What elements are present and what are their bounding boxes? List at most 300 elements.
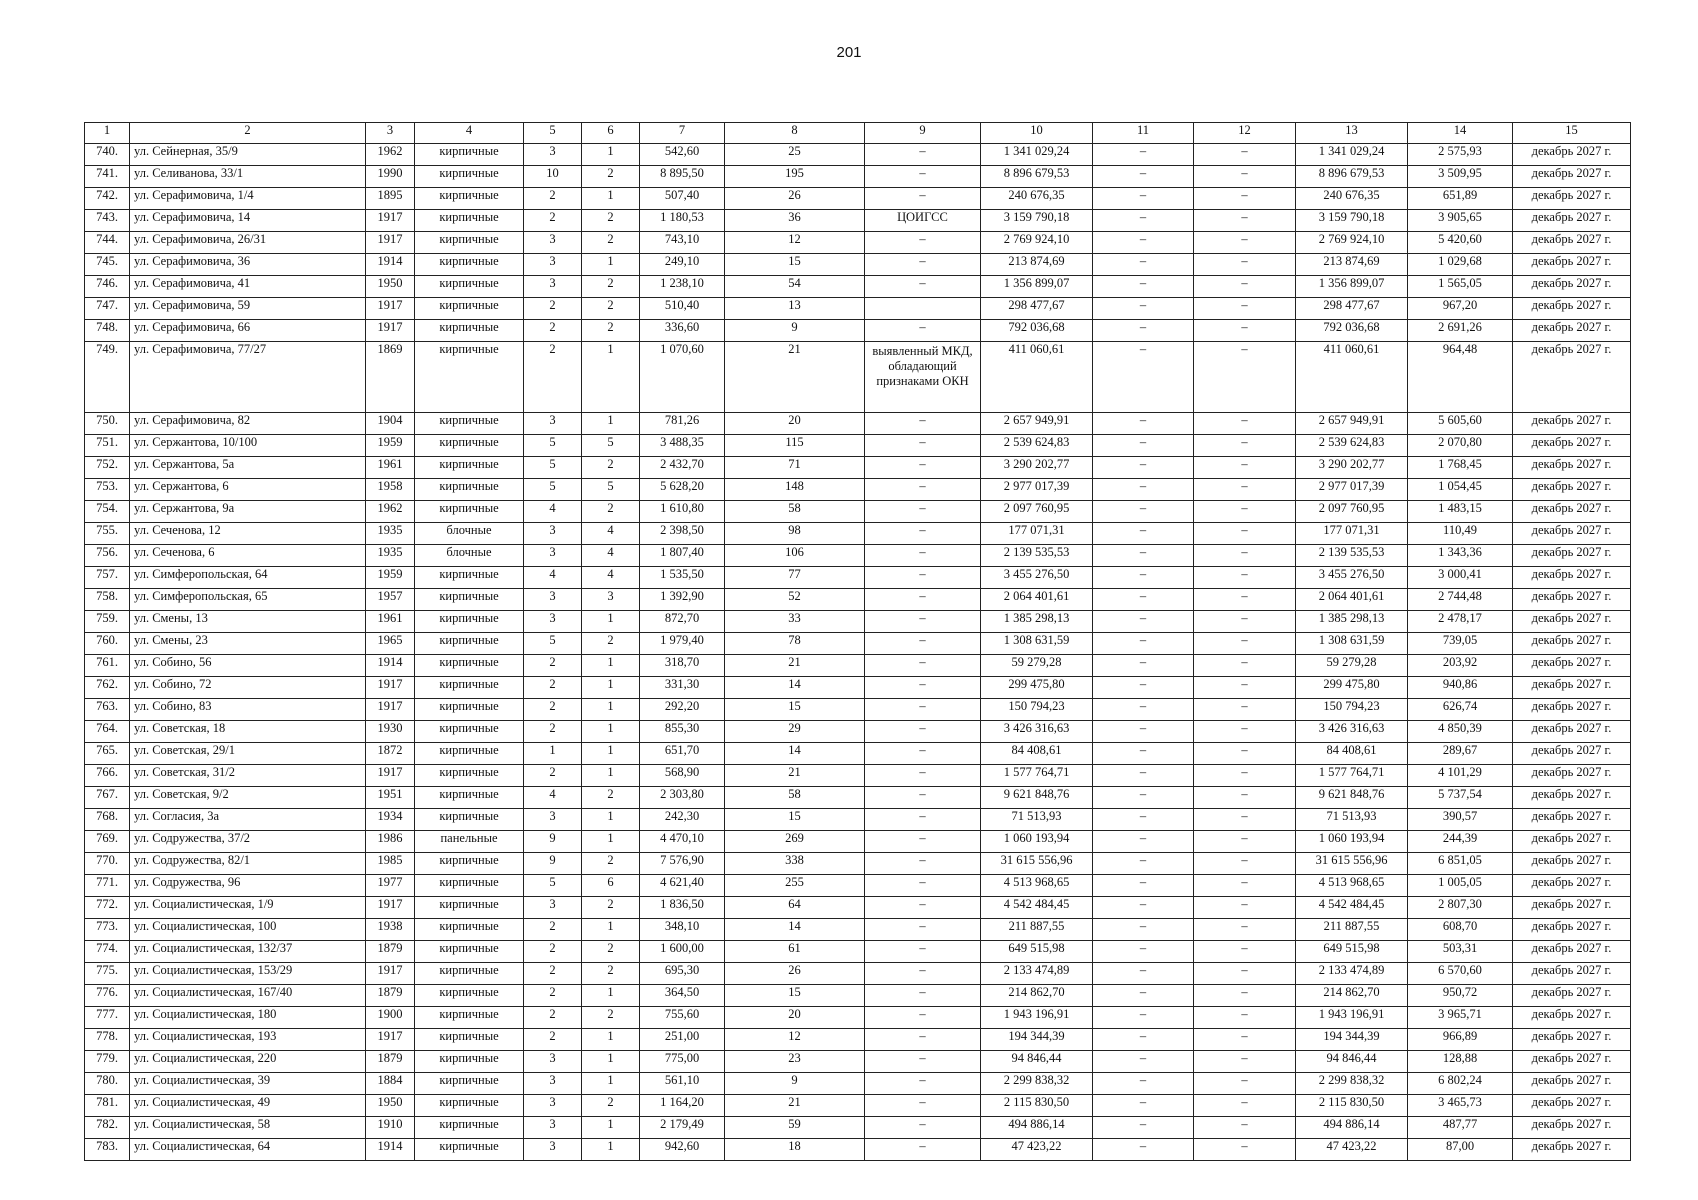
table-cell: 2 179,49 — [640, 1117, 725, 1139]
table-cell: 2 — [524, 941, 582, 963]
column-number-header: 8 — [725, 123, 865, 144]
table-cell: – — [1093, 853, 1194, 875]
table-cell: 33 — [725, 611, 865, 633]
table-cell: 203,92 — [1408, 655, 1513, 677]
table-row — [85, 633, 1631, 655]
table-cell: 3 — [524, 897, 582, 919]
table-cell: 177 071,31 — [981, 523, 1093, 545]
table-cell: 292,20 — [640, 699, 725, 721]
table-cell: 744. — [85, 232, 130, 254]
table-cell: 2 — [582, 457, 640, 479]
table-cell: 1 — [582, 809, 640, 831]
table-cell: 2 — [524, 298, 582, 320]
table-cell: 2 299 838,32 — [1296, 1073, 1408, 1095]
table-cell: 78 — [725, 633, 865, 655]
table-cell: – — [1194, 298, 1296, 320]
table-cell: 20 — [725, 413, 865, 435]
table-cell: 1 836,50 — [640, 897, 725, 919]
table-cell: 2 — [582, 276, 640, 298]
table-row — [85, 1073, 1631, 1095]
table-cell: 2 — [582, 633, 640, 655]
table-row — [85, 589, 1631, 611]
table-cell: 3 — [524, 1117, 582, 1139]
table-cell: ул. Содружества, 96 — [130, 875, 366, 897]
table-cell: ул. Советская, 29/1 — [130, 743, 366, 765]
table-cell: декабрь 2027 г. — [1513, 589, 1631, 611]
table-cell: 1872 — [366, 743, 415, 765]
table-cell: – — [865, 501, 981, 523]
table-cell: кирпичные — [415, 1007, 524, 1029]
table-cell: – — [1093, 1073, 1194, 1095]
table-cell: – — [1093, 875, 1194, 897]
table-cell: 13 — [725, 298, 865, 320]
table-cell: 757. — [85, 567, 130, 589]
table-cell: 1 005,05 — [1408, 875, 1513, 897]
table-cell: 781. — [85, 1095, 130, 1117]
table-cell: – — [865, 721, 981, 743]
table-cell: 2 — [524, 1007, 582, 1029]
table-cell: 2 657 949,91 — [981, 413, 1093, 435]
table-cell: ул. Собино, 72 — [130, 677, 366, 699]
table-cell: 2 097 760,95 — [1296, 501, 1408, 523]
table-cell: 211 887,55 — [1296, 919, 1408, 941]
table-cell: 94 846,44 — [1296, 1051, 1408, 1073]
table-cell: декабрь 2027 г. — [1513, 545, 1631, 567]
table-cell: 5 420,60 — [1408, 232, 1513, 254]
table-cell: 1 180,53 — [640, 210, 725, 232]
table-cell: 2 769 924,10 — [981, 232, 1093, 254]
table-cell: 5 — [582, 435, 640, 457]
table-cell: 4 — [524, 501, 582, 523]
table-cell: 770. — [85, 853, 130, 875]
table-cell: 20 — [725, 1007, 865, 1029]
table-cell: 760. — [85, 633, 130, 655]
table-cell: 494 886,14 — [1296, 1117, 1408, 1139]
table-cell: 765. — [85, 743, 130, 765]
table-cell: 745. — [85, 254, 130, 276]
table-cell: 2 064 401,61 — [1296, 589, 1408, 611]
table-cell: 336,60 — [640, 320, 725, 342]
table-cell: – — [865, 320, 981, 342]
table-cell: 6 — [582, 875, 640, 897]
table-cell: 2 657 949,91 — [1296, 413, 1408, 435]
table-cell: 2 744,48 — [1408, 589, 1513, 611]
table-cell: 150 794,23 — [981, 699, 1093, 721]
table-cell: 542,60 — [640, 144, 725, 166]
table-cell: 2 — [524, 677, 582, 699]
table-cell: 2 575,93 — [1408, 144, 1513, 166]
table-cell: 58 — [725, 787, 865, 809]
table-row — [85, 1117, 1631, 1139]
table-cell: 2 — [582, 232, 640, 254]
table-cell: – — [1194, 1117, 1296, 1139]
table-cell: 1914 — [366, 1139, 415, 1161]
table-cell: – — [1194, 501, 1296, 523]
table-cell: декабрь 2027 г. — [1513, 320, 1631, 342]
table-cell: 510,40 — [640, 298, 725, 320]
table-cell: 8 896 679,53 — [981, 166, 1093, 188]
table-cell: – — [1093, 210, 1194, 232]
table-cell: 58 — [725, 501, 865, 523]
table-cell: 240 676,35 — [1296, 188, 1408, 210]
table-cell: – — [1194, 457, 1296, 479]
table-cell: 1 565,05 — [1408, 276, 1513, 298]
column-number-header: 12 — [1194, 123, 1296, 144]
table-row — [85, 342, 1631, 413]
column-number-header: 15 — [1513, 123, 1631, 144]
table-cell: 1917 — [366, 699, 415, 721]
table-cell: декабрь 2027 г. — [1513, 1051, 1631, 1073]
table-cell: 771. — [85, 875, 130, 897]
table-cell: 3 — [524, 144, 582, 166]
table-cell: 767. — [85, 787, 130, 809]
table-cell: – — [865, 677, 981, 699]
table-cell: 761. — [85, 655, 130, 677]
table-cell: – — [1093, 1007, 1194, 1029]
table-cell: 1 483,15 — [1408, 501, 1513, 523]
table-cell: 1 807,40 — [640, 545, 725, 567]
table-row — [85, 479, 1631, 501]
table-cell: 4 470,10 — [640, 831, 725, 853]
table-row — [85, 875, 1631, 897]
table-cell: – — [1093, 611, 1194, 633]
table-cell: ул. Социалистическая, 58 — [130, 1117, 366, 1139]
table-cell: декабрь 2027 г. — [1513, 1117, 1631, 1139]
table-cell: 52 — [725, 589, 865, 611]
table-cell: 3 — [524, 254, 582, 276]
table-cell: ул. Смены, 23 — [130, 633, 366, 655]
table-cell: кирпичные — [415, 941, 524, 963]
table-cell: кирпичные — [415, 276, 524, 298]
table-cell: 15 — [725, 254, 865, 276]
table-cell: 269 — [725, 831, 865, 853]
table-cell: 1 943 196,91 — [981, 1007, 1093, 1029]
table-cell: 2 — [524, 963, 582, 985]
table-cell: 950,72 — [1408, 985, 1513, 1007]
table-row — [85, 655, 1631, 677]
table-cell: 8 895,50 — [640, 166, 725, 188]
table-cell: 331,30 — [640, 677, 725, 699]
table-cell: декабрь 2027 г. — [1513, 276, 1631, 298]
table-cell: 2 — [582, 787, 640, 809]
table-cell: – — [1194, 1095, 1296, 1117]
table-cell: 487,77 — [1408, 1117, 1513, 1139]
table-cell: 338 — [725, 853, 865, 875]
table-cell: – — [1093, 897, 1194, 919]
table-cell: 5 — [582, 479, 640, 501]
table-cell: 2 — [582, 853, 640, 875]
table-cell: – — [1093, 1095, 1194, 1117]
table-row — [85, 809, 1631, 831]
table-cell: – — [1194, 320, 1296, 342]
table-cell: 3 426 316,63 — [1296, 721, 1408, 743]
table-cell: декабрь 2027 г. — [1513, 985, 1631, 1007]
table-cell: 15 — [725, 985, 865, 1007]
table-cell: – — [1194, 276, 1296, 298]
table-cell: – — [1093, 589, 1194, 611]
table-cell: 2 — [524, 342, 582, 413]
column-number-header: 7 — [640, 123, 725, 144]
table-row — [85, 963, 1631, 985]
table-cell: – — [1093, 721, 1194, 743]
table-cell: кирпичные — [415, 413, 524, 435]
table-cell: 1910 — [366, 1117, 415, 1139]
table-cell: 742. — [85, 188, 130, 210]
table-cell: 2 — [582, 1007, 640, 1029]
table-cell: 5 — [524, 875, 582, 897]
table-cell: декабрь 2027 г. — [1513, 1073, 1631, 1095]
table-cell: 59 279,28 — [981, 655, 1093, 677]
table-cell: декабрь 2027 г. — [1513, 413, 1631, 435]
table-cell: 1917 — [366, 298, 415, 320]
table-cell: 2 — [524, 210, 582, 232]
table-cell: 2 — [582, 963, 640, 985]
table-cell: ул. Серафимовича, 66 — [130, 320, 366, 342]
table-cell: 29 — [725, 721, 865, 743]
table-cell: 1 356 899,07 — [981, 276, 1093, 298]
table-cell: – — [1093, 298, 1194, 320]
table-cell: – — [865, 1051, 981, 1073]
table-cell: 9 — [524, 853, 582, 875]
table-cell: 1 600,00 — [640, 941, 725, 963]
table-cell: 747. — [85, 298, 130, 320]
table-cell: ул. Собино, 83 — [130, 699, 366, 721]
table-cell: 764. — [85, 721, 130, 743]
table-cell: 249,10 — [640, 254, 725, 276]
table-cell: 776. — [85, 985, 130, 1007]
table-cell: 1930 — [366, 721, 415, 743]
table-cell: 967,20 — [1408, 298, 1513, 320]
table-cell: кирпичные — [415, 655, 524, 677]
table-cell: декабрь 2027 г. — [1513, 743, 1631, 765]
table-cell: 768. — [85, 809, 130, 831]
table-cell: декабрь 2027 г. — [1513, 254, 1631, 276]
table-cell: 755. — [85, 523, 130, 545]
table-cell: 1917 — [366, 963, 415, 985]
table-cell: 1 029,68 — [1408, 254, 1513, 276]
table-cell: 251,00 — [640, 1029, 725, 1051]
table-cell: 54 — [725, 276, 865, 298]
table-cell: 494 886,14 — [981, 1117, 1093, 1139]
table-cell: 2 — [582, 166, 640, 188]
table-cell: – — [865, 276, 981, 298]
table-cell: 6 802,24 — [1408, 1073, 1513, 1095]
column-number-header: 3 — [366, 123, 415, 144]
table-cell: 1 — [582, 765, 640, 787]
table-cell: 2 — [524, 699, 582, 721]
table-cell: ул. Сержантова, 10/100 — [130, 435, 366, 457]
table-cell: 1914 — [366, 655, 415, 677]
table-cell: 1 — [582, 1051, 640, 1073]
table-row — [85, 765, 1631, 787]
table-cell: 1990 — [366, 166, 415, 188]
table-cell: кирпичные — [415, 1051, 524, 1073]
table-cell: – — [1093, 655, 1194, 677]
table-cell: 2 — [582, 501, 640, 523]
table-cell: – — [865, 919, 981, 941]
table-cell: 1904 — [366, 413, 415, 435]
table-cell: 1879 — [366, 941, 415, 963]
table-cell: – — [865, 1073, 981, 1095]
registry-table — [84, 122, 1631, 1161]
table-cell: 5 — [524, 435, 582, 457]
table-cell: кирпичные — [415, 567, 524, 589]
table-cell: 2 — [524, 765, 582, 787]
table-cell: – — [1093, 435, 1194, 457]
table-cell: кирпичные — [415, 1073, 524, 1095]
table-cell: кирпичные — [415, 699, 524, 721]
table-cell: кирпичные — [415, 1029, 524, 1051]
table-cell: 626,74 — [1408, 699, 1513, 721]
table-cell: ул. Сеченова, 6 — [130, 545, 366, 567]
table-cell: 769. — [85, 831, 130, 853]
table-cell: 14 — [725, 677, 865, 699]
table-cell: 4 542 484,45 — [981, 897, 1093, 919]
table-row — [85, 435, 1631, 457]
table-cell: кирпичные — [415, 501, 524, 523]
table-cell: кирпичные — [415, 1139, 524, 1161]
table-cell: 2 769 924,10 — [1296, 232, 1408, 254]
table-cell: – — [865, 875, 981, 897]
table-cell: – — [865, 831, 981, 853]
table-cell: 12 — [725, 1029, 865, 1051]
table-cell: – — [1093, 677, 1194, 699]
table-cell: – — [1194, 677, 1296, 699]
table-cell: – — [1194, 721, 1296, 743]
table-cell: блочные — [415, 545, 524, 567]
table-cell: кирпичные — [415, 479, 524, 501]
table-cell: – — [1194, 545, 1296, 567]
table-cell: 1 — [582, 831, 640, 853]
table-cell: 1 — [582, 721, 640, 743]
table-cell: – — [1093, 809, 1194, 831]
table-cell: кирпичные — [415, 611, 524, 633]
table-cell: – — [1093, 633, 1194, 655]
table-cell: – — [865, 963, 981, 985]
table-cell: 9 — [524, 831, 582, 853]
table-cell: 4 513 968,65 — [1296, 875, 1408, 897]
table-cell: кирпичные — [415, 765, 524, 787]
table-cell: ул. Согласия, 3а — [130, 809, 366, 831]
table-cell: декабрь 2027 г. — [1513, 435, 1631, 457]
table-cell: – — [1093, 1029, 1194, 1051]
table-cell: 2 — [582, 210, 640, 232]
table-cell: 1895 — [366, 188, 415, 210]
table-cell: кирпичные — [415, 853, 524, 875]
table-row — [85, 721, 1631, 743]
table-cell: кирпичные — [415, 743, 524, 765]
table-cell: 2 807,30 — [1408, 897, 1513, 919]
table-cell: – — [1194, 743, 1296, 765]
table-cell: 2 — [582, 320, 640, 342]
table-cell: – — [865, 188, 981, 210]
table-cell: 148 — [725, 479, 865, 501]
table-cell: 364,50 — [640, 985, 725, 1007]
table-cell: ул. Социалистическая, 64 — [130, 1139, 366, 1161]
table-cell: – — [1194, 232, 1296, 254]
table-cell: 2 — [524, 655, 582, 677]
table-cell: кирпичные — [415, 342, 524, 413]
table-cell: 84 408,61 — [981, 743, 1093, 765]
column-number-header: 11 — [1093, 123, 1194, 144]
table-cell: 751. — [85, 435, 130, 457]
table-cell: 608,70 — [1408, 919, 1513, 941]
table-cell: 2 115 830,50 — [981, 1095, 1093, 1117]
table-cell: декабрь 2027 г. — [1513, 1029, 1631, 1051]
table-cell: кирпичные — [415, 435, 524, 457]
table-cell: ул. Серафимовича, 26/31 — [130, 232, 366, 254]
table-cell: 3 — [524, 523, 582, 545]
table-cell: 3 159 790,18 — [981, 210, 1093, 232]
table-cell: кирпичные — [415, 457, 524, 479]
table-cell: декабрь 2027 г. — [1513, 166, 1631, 188]
table-cell: декабрь 2027 г. — [1513, 633, 1631, 655]
table-cell: 4 — [524, 787, 582, 809]
table-cell: ул. Советская, 9/2 — [130, 787, 366, 809]
table-cell: 1959 — [366, 567, 415, 589]
table-cell: 298 477,67 — [981, 298, 1093, 320]
table-cell: ул. Симферопольская, 64 — [130, 567, 366, 589]
table-cell: 59 — [725, 1117, 865, 1139]
table-cell: 21 — [725, 655, 865, 677]
table-cell: – — [865, 743, 981, 765]
table-cell: 128,88 — [1408, 1051, 1513, 1073]
table-cell: декабрь 2027 г. — [1513, 501, 1631, 523]
table-cell: ул. Сержантова, 9а — [130, 501, 366, 523]
table-cell: – — [1093, 166, 1194, 188]
table-cell: – — [1194, 919, 1296, 941]
table-row — [85, 699, 1631, 721]
table-cell: 2 064 401,61 — [981, 589, 1093, 611]
table-cell: 1 — [582, 985, 640, 1007]
table-cell: 1962 — [366, 501, 415, 523]
table-cell: 3 — [582, 589, 640, 611]
table-cell: – — [865, 413, 981, 435]
table-cell: – — [1093, 567, 1194, 589]
table-cell: – — [1194, 1139, 1296, 1161]
table-cell: 1 308 631,59 — [981, 633, 1093, 655]
table-cell: декабрь 2027 г. — [1513, 457, 1631, 479]
table-cell: кирпичные — [415, 298, 524, 320]
table-row — [85, 210, 1631, 232]
table-cell: – — [1194, 144, 1296, 166]
table-cell: 1 — [582, 144, 640, 166]
table-cell: ул. Социалистическая, 180 — [130, 1007, 366, 1029]
table-row — [85, 501, 1631, 523]
table-row — [85, 545, 1631, 567]
table-cell: 1938 — [366, 919, 415, 941]
table-cell: 1 — [582, 919, 640, 941]
table-cell: – — [865, 1007, 981, 1029]
table-cell: 3 — [524, 1051, 582, 1073]
table-cell: 568,90 — [640, 765, 725, 787]
table-cell: 4 101,29 — [1408, 765, 1513, 787]
table-cell: 2 070,80 — [1408, 435, 1513, 457]
table-cell: кирпичные — [415, 721, 524, 743]
table-cell: 1917 — [366, 897, 415, 919]
table-cell: 211 887,55 — [981, 919, 1093, 941]
table-cell: 84 408,61 — [1296, 743, 1408, 765]
table-cell: 5 — [524, 479, 582, 501]
table-cell: 1 — [582, 188, 640, 210]
table-row — [85, 567, 1631, 589]
table-cell: 25 — [725, 144, 865, 166]
table-cell: 964,48 — [1408, 342, 1513, 413]
table-cell: 348,10 — [640, 919, 725, 941]
table-cell: кирпичные — [415, 188, 524, 210]
table-cell: 3 488,35 — [640, 435, 725, 457]
table-cell: 1965 — [366, 633, 415, 655]
